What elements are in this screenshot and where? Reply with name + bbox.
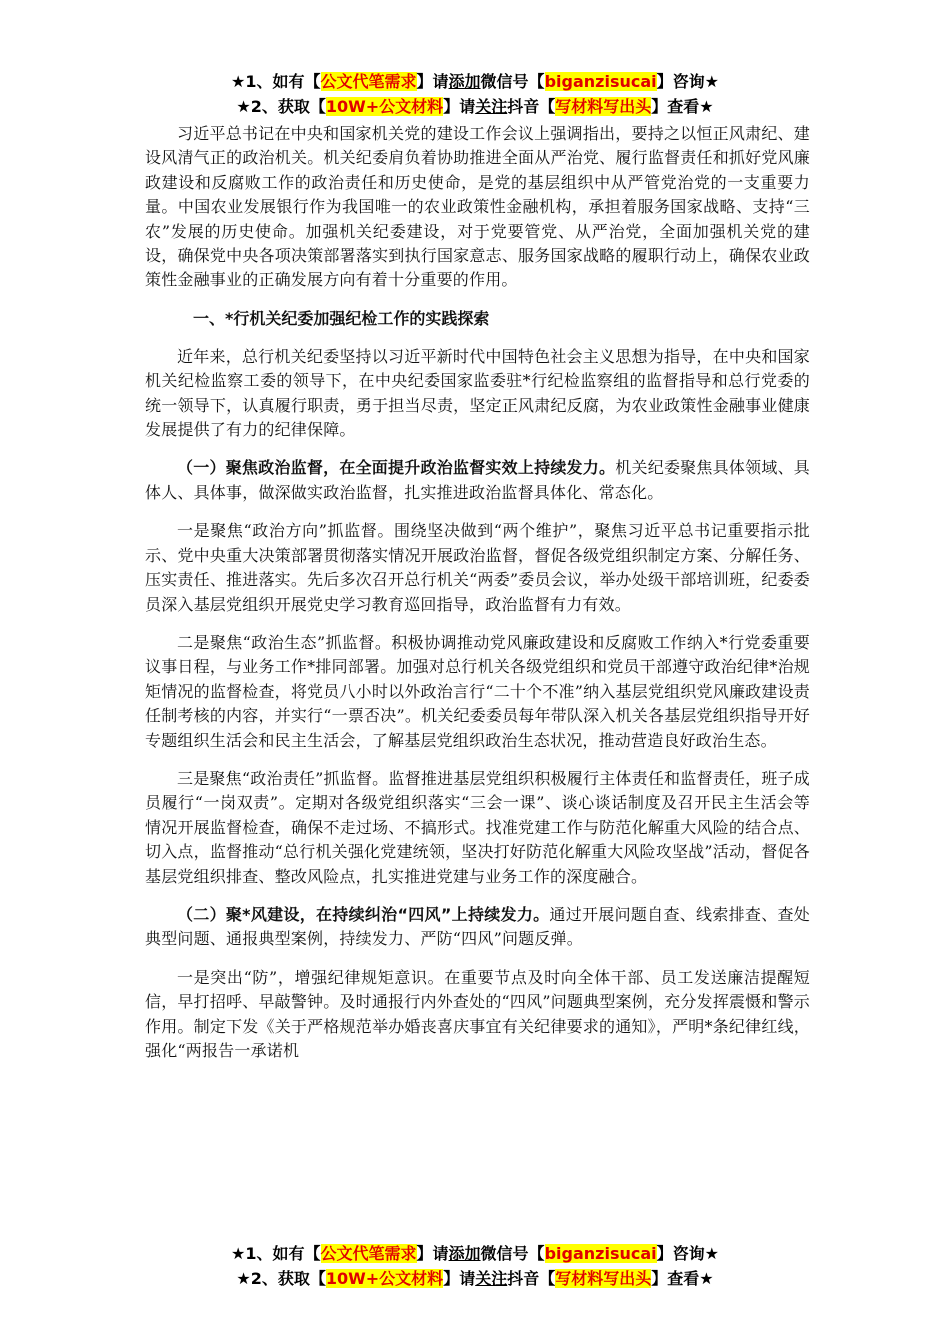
- subsection-2: （二）聚*风建设，在持续纠治“四风”上持续发力。通过开展问题自查、线索排查、查处典型问题、通报典型案例，持续发力、严防“四风”问题反弹。: [145, 904, 811, 949]
- highlight-wechat-id: biganzisucai: [544, 72, 657, 91]
- paragraph-prevention: 一是突出“防”，增强纪律规矩意识。在重要节点及时向全体干部、员工发送廉洁提醒短信，早打招呼、早敲警钟。及时通报行内外查处的“四风”问题典型案例，充分发挥震慑和警示作用。制定下发《关于严格规范举办婚丧喜庆事宜有关纪律要求的通知》，严明*条纪律红线，强化“两报告一承诺机: [145, 967, 810, 1060]
- top-banner-line-2: ★2、获取【10W+公文材料】请关注抖音【写材料写出头】查看★: [236, 97, 714, 116]
- paragraph-overview: 近年来，总行机关纪委坚持以习近平新时代中国特色社会主义思想为指导，在中央和国家机关纪检监察工委的领导下，在中央纪委国家监委驻*行纪检监察组的监督指导和总行党委的统一领导下，认真履行职责，勇于担当尽责，坚定正风肃纪反腐，为农业政策性金融事业健康发展提供了有力的纪律保障。: [145, 346, 810, 440]
- highlight-service: 公文代笔需求: [320, 72, 417, 91]
- bottom-banner-line-1: ★1、如有【公文代笔需求】请添加微信号【biganzisucai】咨询★: [231, 1244, 719, 1263]
- section-heading: 一、*行机关纪委加强纪检工作的实践探索: [193, 308, 490, 328]
- bottom-banner-line-2: ★2、获取【10W+公文材料】请关注抖音【写材料写出头】查看★: [236, 1269, 714, 1288]
- subsection-1: （一）聚焦政治监督，在全面提升政治监督实效上持续发力。机关纪委聚焦具体领域、具体人、具体事，做深做实政治监督，扎实推进政治监督具体化、常态化。: [145, 458, 810, 502]
- intro-paragraph: 习近平总书记在中央和国家机关党的建设工作会议上强调指出，要持之以恒正风肃纪、建设风清气正的政治机关。机关纪委肩负着协助推进全面从严治党、履行监督责任和抓好党风廉政建设和反腐败工作的政治责任和历史使命，是党的基层组织中从严管党治党的一支重要力量。中国农业发展银行作为我国唯一的农业政策性金融机构，承担着服务国家战略、支持“三农”发展的历史使命。加强机关纪委建设，对于党要管党、从严治党，全面加强机关党的建设，确保党中央各项决策部署落实到执行国家意志、服务国家战略的履职行动上，确保农业政策性金融事业的正确发展方向有着十分重要的作用。: [145, 124, 810, 290]
- paragraph-political-responsibility: 三是聚焦“政治责任”抓监督。监督推进基层党组织积极履行主体责任和监督责任，班子成员履行“一岗双责”。定期对各级党组织落实“三会一课”、谈心谈话制度及召开民主生活会等情况开展监督检查，确保不走过场、不搞形式。找准党建工作与防范化解重大风险的结合点、切入点，监督推动“总行机关强化党建统领，坚决打好防范化解重大风险攻坚战”活动，督促各基层党组织排查、整改风险点，扎实推进党建与业务工作的深度融合。: [145, 768, 810, 886]
- highlight-douyin: 写材料写出头: [555, 97, 652, 116]
- document-body: [145, 122, 810, 1063]
- paragraph-political-direction: 一是聚焦“政治方向”抓监督。围绕坚决做到“两个维护”，聚焦习近平总书记重要指示批示、党中央重大决策部署贯彻落实情况开展政治监督，督促各级党组织制定方案、分解任务、压实责任、推进落实。先后多次召开总行机关“两委”委员会议，举办处级干部培训班，纪委委员深入基层党组织开展党史学习教育巡回指导，政治监督有力有效。: [145, 521, 810, 614]
- top-banner-line-1: ★1、如有【公文代笔需求】请添加微信号【biganzisucai】咨询★: [231, 72, 719, 91]
- subsection-1-lead: （一）聚焦政治监督，在全面提升政治监督实效上持续发力。: [177, 458, 616, 478]
- paragraph-political-ecology: 二是聚焦“政治生态”抓监督。积极协调推动党风廉政建设和反腐败工作纳入*行党委重要议事日程，与业务工作*排同部署。加强对总行机关各级党组织和党员干部遵守政治纪律*治规矩情况的监督检查，将党员八小时以外政治言行“二十个不准”纳入基层党组织党风廉政建设责任制考核的内容，并实行“一票否决”。机关纪委委员每年带队深入机关各基层党组织指导开好专题组织生活会和民主生活会，了解基层党组织政治生态状况，推动营造良好政治生态。: [145, 632, 810, 750]
- subsection-2-lead: （二）聚*风建设，在持续纠治“四风”上持续发力。: [177, 904, 550, 924]
- highlight-materials: 10W+公文材料: [325, 97, 444, 116]
